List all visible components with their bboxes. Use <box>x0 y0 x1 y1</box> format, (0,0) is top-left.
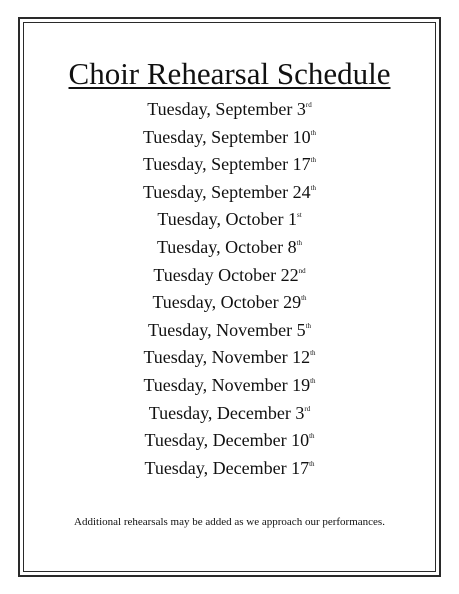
date-text: Tuesday, September 10 <box>142 126 311 147</box>
date-text: Tuesday, September 17 <box>142 154 311 175</box>
list-item <box>0 206 459 234</box>
list-item <box>0 179 459 207</box>
date-text: Tuesday, December 10 <box>144 430 310 451</box>
date-suffix: st <box>296 211 302 220</box>
list-item <box>0 317 459 345</box>
list-item <box>0 96 459 124</box>
list-item <box>0 372 459 400</box>
date-suffix: th <box>310 349 316 358</box>
date-suffix: rd <box>304 404 311 413</box>
date-text: Tuesday, October 8 <box>156 236 297 257</box>
date-suffix: rd <box>305 101 312 109</box>
list-item <box>0 234 459 262</box>
list-item <box>0 262 459 290</box>
list-item <box>0 289 459 317</box>
rehearsal-date-list <box>0 96 459 482</box>
date-suffix: th <box>309 432 315 441</box>
date-suffix: th <box>301 294 307 303</box>
list-item <box>0 455 459 483</box>
footer-note: Additional rehearsals may be added as we approach our performances. <box>74 516 385 528</box>
date-text: Tuesday, October 29 <box>152 292 302 313</box>
page-title-text: Choir Rehearsal Schedule <box>68 56 391 91</box>
list-item <box>0 400 459 428</box>
date-text: Tuesday, December 17 <box>144 457 310 478</box>
date-suffix: th <box>309 459 315 468</box>
date-text: Tuesday, September 24 <box>142 181 311 202</box>
page-title <box>0 56 459 92</box>
date-text: Tuesday, September 3 <box>147 99 306 119</box>
date-text: Tuesday, October 1 <box>157 209 297 230</box>
date-suffix: th <box>310 183 317 192</box>
date-suffix: th <box>310 128 317 137</box>
date-text: Tuesday, November 12 <box>143 347 311 368</box>
list-item <box>0 344 459 372</box>
date-text: Tuesday, November 19 <box>143 374 311 395</box>
date-suffix: th <box>310 376 316 385</box>
date-suffix: th <box>296 238 303 247</box>
date-suffix: th <box>305 321 312 330</box>
date-suffix: nd <box>298 266 306 275</box>
list-item <box>0 427 459 455</box>
date-text: Tuesday October 22 <box>153 264 299 285</box>
list-item <box>0 124 459 152</box>
date-text: Tuesday, November 5 <box>147 319 306 340</box>
date-suffix: th <box>310 156 317 165</box>
date-text: Tuesday, December 3 <box>148 402 305 423</box>
list-item <box>0 151 459 179</box>
